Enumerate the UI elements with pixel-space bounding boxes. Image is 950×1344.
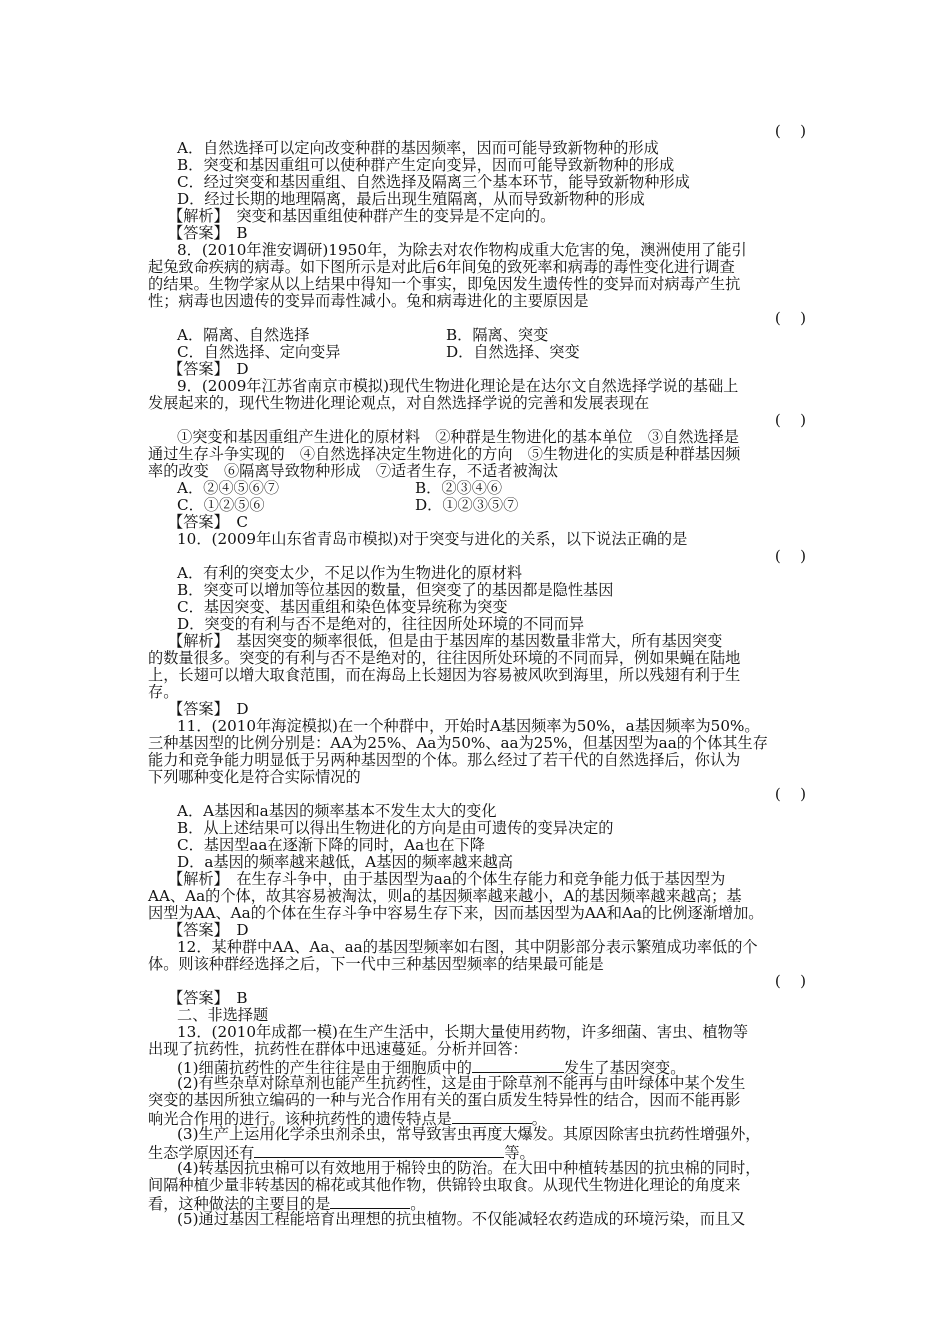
q13-part-2-line-2: 突变的基因所独立编码的一种与光合作用有关的蛋白质发生特异性的结合，因而不能再影 xyxy=(148,1091,741,1109)
q10-option-c: C．基因突变、基因重组和染色体变异统称为突变 xyxy=(177,598,508,616)
q7-answer: 【答案】 B xyxy=(168,224,248,242)
q13-part-3-text-end: 等。 xyxy=(504,1144,535,1162)
q13-part-3-text: 生态学原因还有 xyxy=(148,1144,255,1162)
q11-analysis-line-3: 因型为AA、Aa的个体在生存斗争中容易生存下来，因而基因型为AA和Aa的比例逐渐增加。 xyxy=(148,904,764,922)
q9-option-d: D．①②③⑤⑦ xyxy=(415,496,519,514)
q13-part-1 xyxy=(177,1058,837,1075)
q13-part-1-text-end: 发生了基因突变。 xyxy=(563,1059,686,1077)
q13-part-3-line-2 xyxy=(148,1143,808,1160)
q13-part-4-text-end: 。 xyxy=(410,1195,426,1213)
q8-option-c: C．自然选择、定向变异 xyxy=(177,343,341,361)
q11-stem-line-1: 11．(2010年海淀模拟)在一个种群中，开始时A基因频率为50%，a基因频率为50%。 xyxy=(177,717,760,735)
q7-option-a: A．自然选择可以定向改变种群的基因频率，因而可能导致新物种的形成 xyxy=(177,139,659,157)
q11-stem-line-4: 下列哪种变化是符合实际情况的 xyxy=(148,768,361,786)
q8-option-d: D．自然选择、突变 xyxy=(446,343,580,361)
q13-part-2-line-3 xyxy=(148,1109,808,1126)
q10-option-a: A．有利的突变太少，不足以作为生物进化的原材料 xyxy=(177,564,523,582)
q10-analysis-line-1: 【解析】 基因突变的频率很低，但是由于基因库的基因数量非常大，所有基因突变 xyxy=(168,632,723,650)
q13-part-2-line-1: (2)有些杂草对除草剂也能产生抗药性，这是由于除草剂不能再与由叶绿体中某个发生 xyxy=(177,1074,746,1092)
q13-stem-line-2: 出现了抗药性，抗药性在群体中迅速蔓延。分析并回答： xyxy=(148,1040,528,1058)
q13-part-1-text: (1)细菌抗药性的产生往往是由于细胞质中的 xyxy=(177,1059,472,1077)
q8-option-b: B．隔离、突变 xyxy=(446,326,549,344)
q11-option-b: B．从上述结果可以得出生物进化的方向是由可遗传的变异决定的 xyxy=(177,819,614,837)
q10-stem: 10．(2009年山东省青岛市模拟)对于突变与进化的关系，以下说法正确的是 xyxy=(177,530,688,548)
answer-parenthesis: ( ) xyxy=(774,122,806,140)
q10-option-b: B．突变可以增加等位基因的数量，但突变了的基因都是隐性基因 xyxy=(177,581,614,599)
q13-part-3-line-1: (3)生产上运用化学杀虫剂杀虫，常导致害虫再度大爆发。其原因除害虫抗药性增强外， xyxy=(177,1125,761,1143)
q9-option-c: C．①②⑤⑥ xyxy=(177,496,265,514)
q13-part-4-line-3 xyxy=(148,1194,808,1211)
q12-stem-line-2: 体。则该种群经选择之后，下一代中三种基因型频率的结果最可能是 xyxy=(148,955,604,973)
q12-answer: 【答案】 B xyxy=(168,989,248,1007)
q11-analysis-line-1: 【解析】 在生存斗争中，由于基因型为aa的个体生存能力和竞争能力低于基因型为 xyxy=(168,870,726,888)
q7-option-d: D．经过长期的地理隔离，最后出现生殖隔离，从而导致新物种的形成 xyxy=(177,190,645,208)
q10-analysis-line-3: 上，长翅可以增大取食范围，而在海岛上长翅因为容易被风吹到海里，所以残翅有利于生 xyxy=(148,666,741,684)
q8-answer: 【答案】 D xyxy=(168,360,249,378)
answer-blank[interactable] xyxy=(452,1109,532,1124)
q9-stem-line-2: 发展起来的，现代生物进化理论观点，对自然选择学说的完善和发展表现在 xyxy=(148,394,650,412)
q8-option-a: A．隔离、自然选择 xyxy=(177,326,310,344)
q10-option-d: D．突变的有利与否不是绝对的，往往因所处环境的不同而异 xyxy=(177,615,585,633)
q8-stem-line-3: 的结果。生物学家从以上结果中得知一个事实，即兔因发生遗传性的变异而对病毒产生抗 xyxy=(148,275,741,293)
q8-stem-line-4: 性；病毒也因遗传的变异而毒性减小。兔和病毒进化的主要原因是 xyxy=(148,292,589,310)
answer-parenthesis: ( ) xyxy=(774,411,806,429)
q11-analysis-line-2: AA、Aa的个体，故其容易被淘汰，则a的基因频率越来越小，A的基因频率越来越高；基 xyxy=(148,887,742,905)
q10-answer: 【答案】 D xyxy=(168,700,249,718)
answer-parenthesis: ( ) xyxy=(774,309,806,327)
q12-stem-line-1: 12．某种群中AA、Aa、aa的基因型频率如右图，其中阴影部分表示繁殖成功率低的个 xyxy=(177,938,758,956)
q11-option-d: D．a基因的频率越来越低，A基因的频率越来越高 xyxy=(177,853,513,871)
q9-option-b: B．②③④⑥ xyxy=(415,479,503,497)
q9-statements-line-2: 通过生存斗争实现的 ④自然选择决定生物进化的方向 ⑤生物进化的实质是种群基因频 xyxy=(148,445,741,463)
q8-stem-line-1: 8．(2010年淮安调研)1950年，为除去对农作物构成重大危害的兔，澳洲使用了能引 xyxy=(177,241,747,259)
q11-stem-line-3: 能力和竞争能力明显低于另两种基因型的个体。那么经过了若干代的自然选择后，你认为 xyxy=(148,751,741,769)
q9-statements-line-1: ①突变和基因重组产生进化的原材料 ②种群是生物进化的基本单位 ③自然选择是 xyxy=(177,428,739,446)
q11-answer: 【答案】 D xyxy=(168,921,249,939)
q7-option-b: B．突变和基因重组可以使种群产生定向变异，因而可能导致新物种的形成 xyxy=(177,156,675,174)
answer-blank[interactable] xyxy=(254,1143,504,1158)
answer-parenthesis: ( ) xyxy=(774,972,806,990)
q11-option-c: C．基因型aa在逐渐下降的同时，Aa也在下降 xyxy=(177,836,485,854)
answer-blank[interactable] xyxy=(330,1194,410,1209)
section-heading: 二、非选择题 xyxy=(177,1006,269,1024)
q10-analysis-line-4: 存。 xyxy=(148,683,179,701)
q13-part-2-text: 响光合作用的进行。该种抗药性的遗传特点是 xyxy=(148,1110,452,1128)
q9-option-a: A．②④⑤⑥⑦ xyxy=(177,479,280,497)
q11-option-a: A．A基因和a基因的频率基本不发生太大的变化 xyxy=(177,802,497,820)
answer-parenthesis: ( ) xyxy=(774,547,806,565)
q13-part-4-text: 看，这种做法的主要目的是 xyxy=(148,1195,331,1213)
q9-answer: 【答案】 C xyxy=(168,513,248,531)
q13-part-4-line-1: (4)转基因抗虫棉可以有效地用于棉铃虫的防治。在大田中种植转基因的抗虫棉的同时， xyxy=(177,1159,761,1177)
q13-part-4-line-2: 间隔种植少量非转基因的棉花或其他作物，供锦铃虫取食。从现代生物进化理论的角度来 xyxy=(148,1176,741,1194)
q7-analysis: 【解析】 突变和基因重组使种群产生的变异是不定向的。 xyxy=(168,207,556,225)
q9-stem-line-1: 9．(2009年江苏省南京市模拟)现代生物进化理论是在达尔文自然选择学说的基础上 xyxy=(177,377,739,395)
q8-stem-line-2: 起兔致命疾病的病毒。如下图所示是对此后6年间兔的致死率和病毒的毒性变化进行调查 xyxy=(148,258,735,276)
answer-blank[interactable] xyxy=(472,1058,564,1073)
q11-stem-line-2: 三种基因型的比例分别是：AA为25%、Aa为50%、aa为25%，但基因型为aa的个体其生存 xyxy=(148,734,768,752)
answer-parenthesis: ( ) xyxy=(774,785,806,803)
q7-option-c: C．经过突变和基因重组、自然选择及隔离三个基本环节，能导致新物种形成 xyxy=(177,173,690,191)
q13-part-5-line-1: (5)通过基因工程能培育出理想的抗虫植物。不仅能减轻农药造成的环境污染，而且又 xyxy=(177,1210,746,1228)
q9-statements-line-3: 率的改变 ⑥隔离导致物种形成 ⑦适者生存，不适者被淘汰 xyxy=(148,462,559,480)
q13-stem-line-1: 13．(2010年成都一模)在生产生活中，长期大量使用药物，许多细菌、害虫、植物等 xyxy=(177,1023,749,1041)
q13-part-2-text-end: 。 xyxy=(531,1110,547,1128)
q10-analysis-line-2: 的数量很多。突变的有利与否不是绝对的，往往因所处环境的不同而异，例如果蝇在陆地 xyxy=(148,649,741,667)
